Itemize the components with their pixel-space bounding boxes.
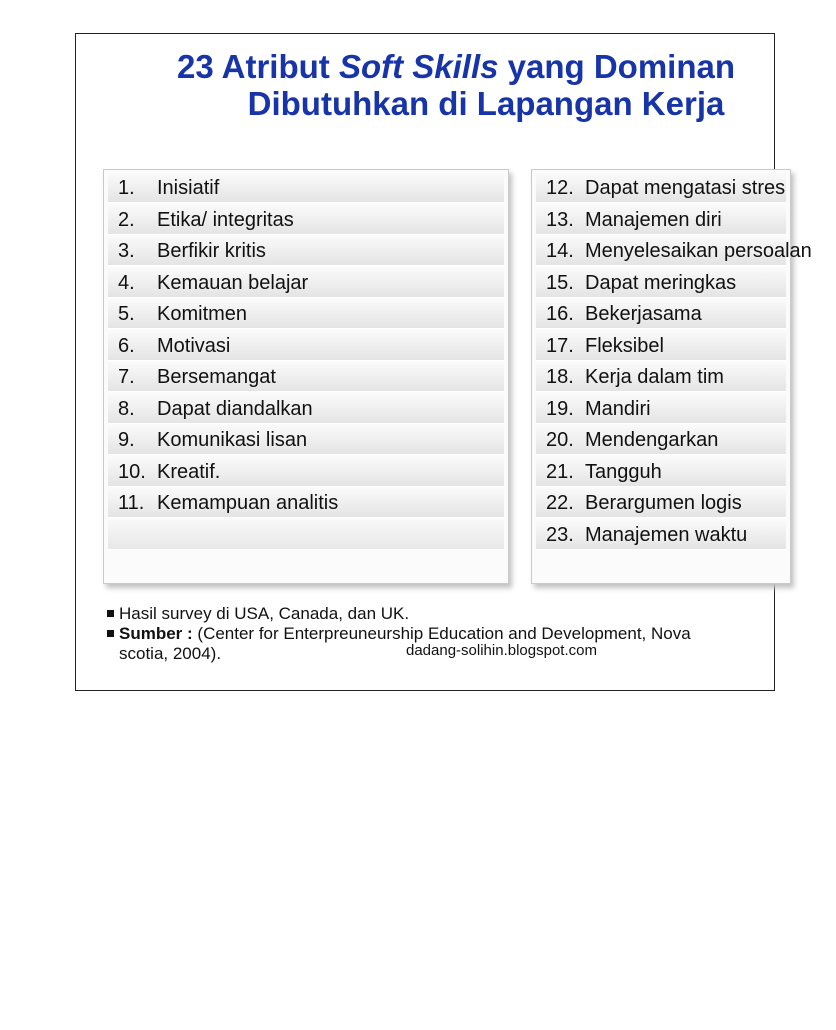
list-item <box>108 394 504 424</box>
list-item-number: 8. <box>118 397 135 420</box>
list-item <box>536 173 786 203</box>
list-item-number: 5. <box>118 303 135 325</box>
list-item-number: 14. <box>546 240 574 262</box>
list-item <box>536 268 786 298</box>
blog-credit: dadang-solihin.blogspot.com <box>406 642 597 659</box>
title-line-1 <box>76 48 836 85</box>
list-item-number: 22. <box>546 492 574 514</box>
list-item-number: 7. <box>118 366 135 388</box>
list-item-text: Mandiri <box>585 397 651 420</box>
note-survey-text: Hasil survey di USA, Canada, dan UK. <box>119 604 410 623</box>
list-item <box>536 331 786 361</box>
list-item-text: Etika/ integritas <box>157 208 294 231</box>
list-item-number: 18. <box>546 366 574 388</box>
list-item-text: Kreatif. <box>157 460 221 483</box>
list-item-text: Berargumen logis <box>585 492 742 514</box>
note-survey <box>106 604 786 624</box>
list-item <box>108 173 504 203</box>
note-source-text-2: scotia, 2004). <box>119 644 222 663</box>
list-item-number: 15. <box>546 271 574 294</box>
list-item-number: 6. <box>118 334 135 357</box>
list-item-number: 2. <box>118 208 135 231</box>
list-item <box>536 457 786 487</box>
list-item-text: Kemampuan analitis <box>157 492 339 514</box>
title-line-1-prefix: 23 Atribut <box>176 48 339 85</box>
list-item-text: Dapat diandalkan <box>157 397 313 420</box>
list-item <box>108 425 504 455</box>
list-item-text: Kerja dalam tim <box>585 366 724 388</box>
right-attribute-list <box>531 169 812 584</box>
list-item <box>108 268 504 298</box>
list-item-text: Dapat mengatasi stres <box>585 177 786 199</box>
list-item-number: 21. <box>546 460 574 483</box>
list-item <box>536 362 786 392</box>
list-item <box>108 236 504 266</box>
list-item-number: 20. <box>546 429 574 451</box>
list-item-text: Komitmen <box>157 303 248 325</box>
list-item <box>536 394 786 424</box>
list-item <box>108 457 504 487</box>
title-line-2: Dibutuhkan di Lapangan Kerja <box>247 85 725 122</box>
list-item-number: 16. <box>546 303 574 325</box>
list-item <box>108 331 504 361</box>
list-item-number: 11. <box>118 492 145 514</box>
list-item-number: 19. <box>546 397 574 420</box>
list-item-text: Kemauan belajar <box>157 271 309 294</box>
list-item-text: Bersemangat <box>157 366 276 388</box>
list-item <box>536 205 786 235</box>
slide-title <box>76 48 836 122</box>
list-item <box>108 488 504 518</box>
list-item <box>536 520 786 550</box>
list-item-number: 9. <box>118 429 135 451</box>
left-attribute-list <box>103 169 509 584</box>
list-item-text: Manajemen waktu <box>585 523 748 546</box>
slide <box>75 33 812 691</box>
list-item <box>536 488 786 518</box>
list-item <box>536 425 786 455</box>
note-source-text: (Center for Enterpreuneurship Education and Development, Nova <box>192 624 691 643</box>
list-item-number: 1. <box>118 177 135 199</box>
list-item-text: Berfikir kritis <box>157 240 266 262</box>
list-item-number: 10. <box>118 460 146 483</box>
list-item-text: Bekerjasama <box>585 303 702 325</box>
bullet-icon <box>107 630 114 637</box>
list-item-number: 13. <box>546 208 574 231</box>
list-item-text: Komunikasi lisan <box>157 429 308 451</box>
list-item-text: Dapat meringkas <box>585 271 737 294</box>
note-source-label: Sumber : <box>119 624 193 643</box>
list-item <box>108 205 504 235</box>
list-item-text: Inisiatif <box>157 177 220 199</box>
list-item-text: Menyelesaikan persoalan <box>585 240 812 262</box>
empty-row <box>108 520 504 550</box>
list-item-text: Tangguh <box>585 460 662 483</box>
list-item <box>536 299 786 329</box>
list-item <box>108 362 504 392</box>
title-line-1-suffix: yang Dominan <box>498 48 736 85</box>
list-item <box>108 299 504 329</box>
title-line-1-italic: Soft Skills <box>338 48 499 85</box>
list-item-text: Fleksibel <box>585 334 664 357</box>
list-item-text: Motivasi <box>157 334 231 357</box>
list-item <box>536 236 812 266</box>
list-item-text: Manajemen diri <box>585 208 722 231</box>
list-item-number: 17. <box>546 334 574 357</box>
list-item-number: 4. <box>118 271 135 294</box>
list-item-number: 3. <box>118 240 135 262</box>
list-item-number: 12. <box>546 177 574 199</box>
list-item-text: Mendengarkan <box>585 429 719 451</box>
bullet-icon <box>107 610 114 617</box>
list-item-number: 23. <box>546 523 574 546</box>
note-source <box>106 624 786 644</box>
